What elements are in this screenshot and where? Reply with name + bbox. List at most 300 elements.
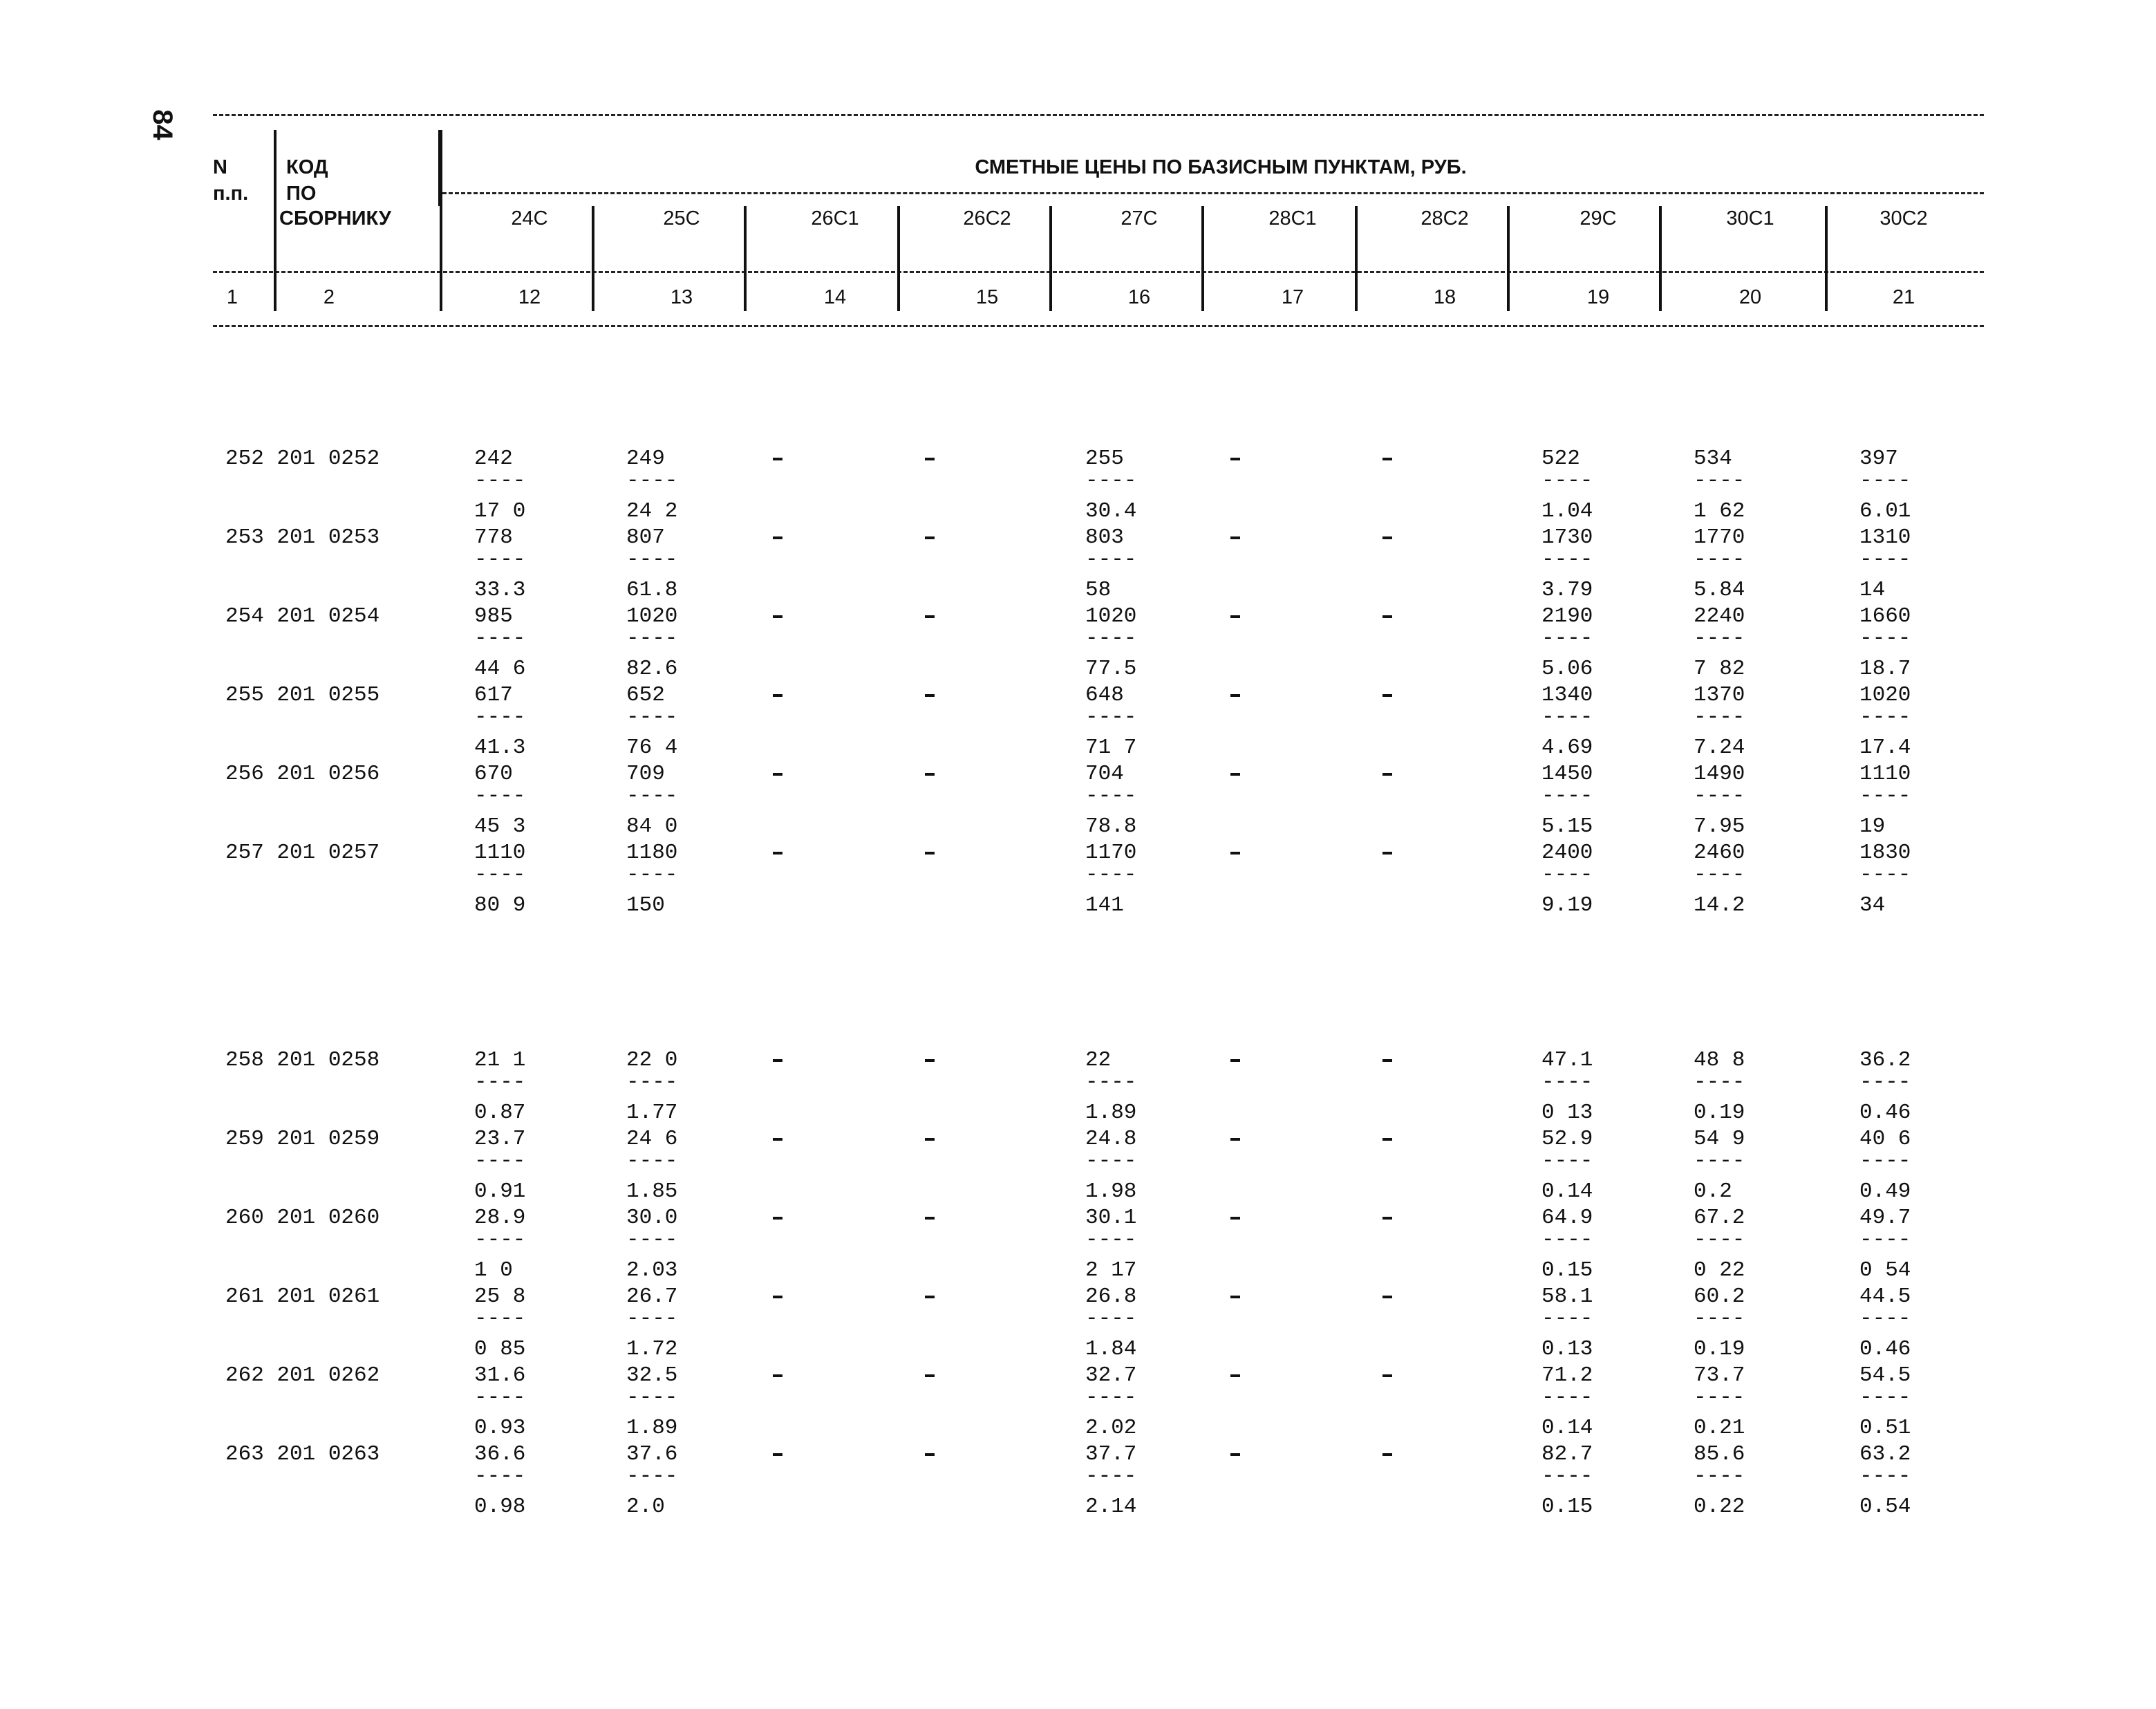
price-value: 1020 bbox=[1859, 683, 1911, 707]
dash-cell bbox=[1230, 1453, 1240, 1456]
price-lower-value: 2.02 bbox=[1085, 1416, 1137, 1440]
price-lower-value: 1.72 bbox=[626, 1337, 678, 1361]
price-value: 71.2 bbox=[1541, 1363, 1593, 1388]
price-lower-value: 0 85 bbox=[474, 1337, 526, 1361]
price-lower-value: 0.51 bbox=[1859, 1416, 1911, 1440]
header-column-divider bbox=[1201, 206, 1204, 311]
dash-cell bbox=[1382, 1217, 1392, 1220]
header-col-number-17: 17 bbox=[1281, 286, 1304, 308]
price-lower-value: 24 2 bbox=[626, 499, 678, 523]
price-lower-value: 3.79 bbox=[1541, 578, 1593, 602]
fraction-bar: ---- bbox=[1694, 1149, 1745, 1173]
dash-cell bbox=[773, 1059, 782, 1062]
price-lower-value: 18.7 bbox=[1859, 657, 1911, 681]
dash-cell bbox=[925, 1374, 935, 1377]
fraction-bar: ---- bbox=[1859, 863, 1911, 887]
header-column-divider bbox=[1825, 206, 1828, 311]
price-lower-value: 5.06 bbox=[1541, 657, 1593, 681]
fraction-bar: ---- bbox=[1694, 1385, 1745, 1410]
fraction-bar: ---- bbox=[626, 1307, 678, 1331]
price-lower-value: 0.93 bbox=[474, 1416, 526, 1440]
price-lower-value: 1.04 bbox=[1541, 499, 1593, 523]
fraction-bar: ---- bbox=[1541, 1149, 1593, 1173]
price-value: 1170 bbox=[1085, 841, 1137, 865]
price-value: 26.7 bbox=[626, 1285, 678, 1309]
dash-cell bbox=[925, 773, 935, 776]
header-column-divider bbox=[274, 130, 276, 311]
price-lower-value: 0.22 bbox=[1694, 1495, 1745, 1519]
header-col-number-14: 14 bbox=[823, 286, 847, 308]
fraction-bar: ---- bbox=[1085, 1070, 1137, 1094]
price-value: 1490 bbox=[1694, 762, 1745, 786]
price-value: 652 bbox=[626, 683, 665, 707]
price-value: 63.2 bbox=[1859, 1442, 1911, 1466]
price-value: 1370 bbox=[1694, 683, 1745, 707]
price-value: 1020 bbox=[626, 604, 678, 628]
dash-cell bbox=[1230, 694, 1240, 697]
row-code: 259 201 0259 bbox=[225, 1127, 380, 1151]
header-col-number-15: 15 bbox=[975, 286, 999, 308]
price-value: 44.5 bbox=[1859, 1285, 1911, 1309]
dash-cell bbox=[925, 1138, 935, 1141]
price-lower-value: 17 0 bbox=[474, 499, 526, 523]
fraction-bar: ---- bbox=[474, 1385, 526, 1410]
fraction-bar: ---- bbox=[1085, 626, 1137, 651]
price-lower-value: 0.54 bbox=[1859, 1495, 1911, 1519]
fraction-bar: ---- bbox=[474, 1307, 526, 1331]
header-title-rule bbox=[442, 192, 1984, 194]
dash-cell bbox=[773, 1453, 782, 1456]
price-lower-value: 2.14 bbox=[1085, 1495, 1137, 1519]
price-lower-value: 150 bbox=[626, 893, 665, 917]
price-value: 1830 bbox=[1859, 841, 1911, 865]
price-value: 534 bbox=[1694, 447, 1732, 471]
dash-cell bbox=[925, 1296, 935, 1298]
fraction-bar: ---- bbox=[1694, 1228, 1745, 1252]
dash-cell bbox=[773, 694, 782, 697]
price-lower-value: 2.0 bbox=[626, 1495, 665, 1519]
fraction-bar: ---- bbox=[626, 1385, 678, 1410]
header-title: СМЕТНЫЕ ЦЕНЫ ПО БАЗИСНЫМ ПУНКТАМ, РУБ. bbox=[975, 156, 1467, 178]
price-lower-value: 0.46 bbox=[1859, 1101, 1911, 1125]
price-lower-value: 34 bbox=[1859, 893, 1886, 917]
price-lower-value: 84 0 bbox=[626, 814, 678, 839]
fraction-bar: ---- bbox=[474, 705, 526, 729]
fraction-bar: ---- bbox=[1694, 626, 1745, 651]
fraction-bar: ---- bbox=[1541, 1464, 1593, 1488]
price-lower-value: 0.46 bbox=[1859, 1337, 1911, 1361]
fraction-bar: ---- bbox=[474, 1149, 526, 1173]
dash-cell bbox=[1382, 1374, 1392, 1377]
fraction-bar: ---- bbox=[1859, 784, 1911, 808]
dash-cell bbox=[773, 458, 782, 460]
row-code: 257 201 0257 bbox=[225, 841, 380, 865]
price-lower-value: 0.19 bbox=[1694, 1101, 1745, 1125]
fraction-bar: ---- bbox=[1859, 1464, 1911, 1488]
dash-cell bbox=[925, 1059, 935, 1062]
fraction-bar: ---- bbox=[626, 705, 678, 729]
price-lower-value: 0.21 bbox=[1694, 1416, 1745, 1440]
price-value: 803 bbox=[1085, 525, 1124, 550]
price-lower-value: 17.4 bbox=[1859, 736, 1911, 760]
price-value: 25 8 bbox=[474, 1285, 526, 1309]
fraction-bar: ---- bbox=[1859, 548, 1911, 572]
fraction-bar: ---- bbox=[1085, 548, 1137, 572]
header-col2-line3: СБОРНИКУ bbox=[279, 207, 391, 230]
price-lower-value: 76 4 bbox=[626, 736, 678, 760]
price-value: 1020 bbox=[1085, 604, 1137, 628]
price-value: 30.0 bbox=[626, 1206, 678, 1230]
fraction-bar: ---- bbox=[1541, 1228, 1593, 1252]
header-col-number-12: 12 bbox=[518, 286, 541, 308]
price-lower-value: 1 62 bbox=[1694, 499, 1745, 523]
page-number: 84 bbox=[147, 109, 178, 140]
price-lower-value: 58 bbox=[1085, 578, 1112, 602]
header-point-7: 28С2 bbox=[1421, 207, 1469, 230]
header-column-divider bbox=[897, 206, 900, 311]
dash-cell bbox=[773, 852, 782, 854]
price-lower-value: 14.2 bbox=[1694, 893, 1745, 917]
header-point-4: 26С2 bbox=[963, 207, 1011, 230]
dash-cell bbox=[925, 852, 935, 854]
fraction-bar: ---- bbox=[1085, 784, 1137, 808]
dash-cell bbox=[1230, 536, 1240, 539]
fraction-bar: ---- bbox=[626, 469, 678, 493]
price-lower-value: 5.84 bbox=[1694, 578, 1745, 602]
price-value: 2190 bbox=[1541, 604, 1593, 628]
header-point-5: 27С bbox=[1121, 207, 1158, 230]
fraction-bar: ---- bbox=[626, 626, 678, 651]
header-col2-line1: КОД bbox=[286, 156, 328, 178]
price-value: 67.2 bbox=[1694, 1206, 1745, 1230]
header-col-number-13: 13 bbox=[670, 286, 693, 308]
fraction-bar: ---- bbox=[626, 1070, 678, 1094]
price-lower-value: 2.03 bbox=[626, 1258, 678, 1282]
header-col-number-2: 2 bbox=[323, 286, 335, 308]
price-value: 58.1 bbox=[1541, 1285, 1593, 1309]
row-code: 253 201 0253 bbox=[225, 525, 380, 550]
fraction-bar: ---- bbox=[1859, 626, 1911, 651]
row-code: 252 201 0252 bbox=[225, 447, 380, 471]
price-value: 2460 bbox=[1694, 841, 1745, 865]
price-value: 54.5 bbox=[1859, 1363, 1911, 1388]
price-lower-value: 5.15 bbox=[1541, 814, 1593, 839]
fraction-bar: ---- bbox=[474, 863, 526, 887]
fraction-bar: ---- bbox=[1694, 548, 1745, 572]
fraction-bar: ---- bbox=[1085, 705, 1137, 729]
dash-cell bbox=[925, 1453, 935, 1456]
header-col-number-19: 19 bbox=[1586, 286, 1610, 308]
price-value: 778 bbox=[474, 525, 513, 550]
dash-cell bbox=[1230, 458, 1240, 460]
price-lower-value: 61.8 bbox=[626, 578, 678, 602]
fraction-bar: ---- bbox=[474, 469, 526, 493]
fraction-bar: ---- bbox=[626, 1149, 678, 1173]
fraction-bar: ---- bbox=[1541, 1385, 1593, 1410]
price-value: 37.7 bbox=[1085, 1442, 1137, 1466]
fraction-bar: ---- bbox=[1541, 1070, 1593, 1094]
fraction-bar: ---- bbox=[1541, 548, 1593, 572]
price-value: 249 bbox=[626, 447, 665, 471]
price-lower-value: 1.89 bbox=[1085, 1101, 1137, 1125]
header-col-number-20: 20 bbox=[1738, 286, 1762, 308]
price-value: 36.6 bbox=[474, 1442, 526, 1466]
price-value: 60.2 bbox=[1694, 1285, 1745, 1309]
dash-cell bbox=[773, 1217, 782, 1220]
fraction-bar: ---- bbox=[1085, 1464, 1137, 1488]
dash-cell bbox=[1382, 1296, 1392, 1298]
price-value: 2240 bbox=[1694, 604, 1745, 628]
price-value: 22 bbox=[1085, 1048, 1112, 1072]
header-top-rule bbox=[213, 114, 1984, 116]
price-lower-value: 77.5 bbox=[1085, 657, 1137, 681]
price-value: 985 bbox=[474, 604, 513, 628]
fraction-bar: ---- bbox=[474, 1070, 526, 1094]
fraction-bar: ---- bbox=[1541, 863, 1593, 887]
header-point-2: 25С bbox=[663, 207, 700, 230]
dash-cell bbox=[1382, 615, 1392, 618]
price-lower-value: 1.84 bbox=[1085, 1337, 1137, 1361]
price-value: 21 1 bbox=[474, 1048, 526, 1072]
price-value: 49.7 bbox=[1859, 1206, 1911, 1230]
price-value: 32.7 bbox=[1085, 1363, 1137, 1388]
fraction-bar: ---- bbox=[474, 1464, 526, 1488]
price-value: 36.2 bbox=[1859, 1048, 1911, 1072]
dash-cell bbox=[1382, 1059, 1392, 1062]
price-value: 1730 bbox=[1541, 525, 1593, 550]
price-value: 24 6 bbox=[626, 1127, 678, 1151]
dash-cell bbox=[773, 1296, 782, 1298]
fraction-bar: ---- bbox=[1541, 1307, 1593, 1331]
price-value: 1310 bbox=[1859, 525, 1911, 550]
header-point-1: 24С bbox=[511, 207, 548, 230]
price-lower-value: 45 3 bbox=[474, 814, 526, 839]
fraction-bar: ---- bbox=[626, 784, 678, 808]
header-point-3: 26С1 bbox=[811, 207, 859, 230]
row-code: 262 201 0262 bbox=[225, 1363, 380, 1388]
price-lower-value: 7 82 bbox=[1694, 657, 1745, 681]
dash-cell bbox=[1382, 458, 1392, 460]
dash-cell bbox=[1382, 1453, 1392, 1456]
fraction-bar: ---- bbox=[1859, 1307, 1911, 1331]
price-value: 82.7 bbox=[1541, 1442, 1593, 1466]
header-col-number-1: 1 bbox=[226, 286, 238, 308]
price-value: 37.6 bbox=[626, 1442, 678, 1466]
price-lower-value: 30.4 bbox=[1085, 499, 1137, 523]
price-lower-value: 0 22 bbox=[1694, 1258, 1745, 1282]
header-mid-rule bbox=[213, 271, 1984, 273]
price-lower-value: 78.8 bbox=[1085, 814, 1137, 839]
header-point-9: 30С1 bbox=[1726, 207, 1774, 230]
dash-cell bbox=[1230, 852, 1240, 854]
price-value: 85.6 bbox=[1694, 1442, 1745, 1466]
fraction-bar: ---- bbox=[1694, 1070, 1745, 1094]
price-value: 64.9 bbox=[1541, 1206, 1593, 1230]
price-lower-value: 1.98 bbox=[1085, 1179, 1137, 1204]
header-column-divider bbox=[438, 130, 441, 206]
fraction-bar: ---- bbox=[474, 1228, 526, 1252]
price-lower-value: 0.49 bbox=[1859, 1179, 1911, 1204]
price-value: 23.7 bbox=[474, 1127, 526, 1151]
price-value: 73.7 bbox=[1694, 1363, 1745, 1388]
dash-cell bbox=[925, 615, 935, 618]
dash-cell bbox=[1230, 1059, 1240, 1062]
price-value: 397 bbox=[1859, 447, 1898, 471]
price-lower-value: 0.14 bbox=[1541, 1416, 1593, 1440]
fraction-bar: ---- bbox=[1859, 469, 1911, 493]
price-value: 40 6 bbox=[1859, 1127, 1911, 1151]
fraction-bar: ---- bbox=[1694, 1464, 1745, 1488]
header-column-divider bbox=[744, 206, 747, 311]
dash-cell bbox=[925, 458, 935, 460]
fraction-bar: ---- bbox=[1859, 1070, 1911, 1094]
fraction-bar: ---- bbox=[1085, 1228, 1137, 1252]
dash-cell bbox=[1230, 1138, 1240, 1141]
fraction-bar: ---- bbox=[1085, 1149, 1137, 1173]
header-column-divider bbox=[1049, 206, 1052, 311]
price-value: 28.9 bbox=[474, 1206, 526, 1230]
dash-cell bbox=[773, 536, 782, 539]
price-lower-value: 7.24 bbox=[1694, 736, 1745, 760]
row-code: 263 201 0263 bbox=[225, 1442, 380, 1466]
header-col-number-18: 18 bbox=[1433, 286, 1456, 308]
price-value: 648 bbox=[1085, 683, 1124, 707]
price-lower-value: 2 17 bbox=[1085, 1258, 1137, 1282]
price-lower-value: 1.85 bbox=[626, 1179, 678, 1204]
fraction-bar: ---- bbox=[1694, 784, 1745, 808]
header-column-divider bbox=[1355, 206, 1358, 311]
price-lower-value: 7.95 bbox=[1694, 814, 1745, 839]
header-col-number-16: 16 bbox=[1127, 286, 1151, 308]
price-lower-value: 19 bbox=[1859, 814, 1886, 839]
fraction-bar: ---- bbox=[1085, 469, 1137, 493]
price-lower-value: 82.6 bbox=[626, 657, 678, 681]
fraction-bar: ---- bbox=[1541, 784, 1593, 808]
price-lower-value: 0.2 bbox=[1694, 1179, 1732, 1204]
dash-cell bbox=[773, 1138, 782, 1141]
price-value: 54 9 bbox=[1694, 1127, 1745, 1151]
fraction-bar: ---- bbox=[474, 626, 526, 651]
price-value: 522 bbox=[1541, 447, 1580, 471]
row-code: 258 201 0258 bbox=[225, 1048, 380, 1072]
fraction-bar: ---- bbox=[1085, 1385, 1137, 1410]
price-lower-value: 80 9 bbox=[474, 893, 526, 917]
price-value: 1180 bbox=[626, 841, 678, 865]
header-col-number-21: 21 bbox=[1892, 286, 1915, 308]
price-lower-value: 14 bbox=[1859, 578, 1886, 602]
price-lower-value: 0.91 bbox=[474, 1179, 526, 1204]
header-point-8: 29С bbox=[1579, 207, 1617, 230]
fraction-bar: ---- bbox=[626, 1228, 678, 1252]
price-lower-value: 41.3 bbox=[474, 736, 526, 760]
price-value: 52.9 bbox=[1541, 1127, 1593, 1151]
price-value: 1450 bbox=[1541, 762, 1593, 786]
price-lower-value: 0.14 bbox=[1541, 1179, 1593, 1204]
price-value: 709 bbox=[626, 762, 665, 786]
price-value: 22 0 bbox=[626, 1048, 678, 1072]
dash-cell bbox=[1230, 773, 1240, 776]
fraction-bar: ---- bbox=[626, 863, 678, 887]
price-lower-value: 0.19 bbox=[1694, 1337, 1745, 1361]
price-lower-value: 0 54 bbox=[1859, 1258, 1911, 1282]
fraction-bar: ---- bbox=[1859, 1385, 1911, 1410]
price-value: 242 bbox=[474, 447, 513, 471]
price-lower-value: 1.77 bbox=[626, 1101, 678, 1125]
price-value: 24.8 bbox=[1085, 1127, 1137, 1151]
dash-cell bbox=[1230, 615, 1240, 618]
dash-cell bbox=[1230, 1296, 1240, 1298]
dash-cell bbox=[773, 615, 782, 618]
header-column-divider bbox=[1507, 206, 1510, 311]
fraction-bar: ---- bbox=[1694, 705, 1745, 729]
price-lower-value: 1.89 bbox=[626, 1416, 678, 1440]
price-value: 704 bbox=[1085, 762, 1124, 786]
price-lower-value: 0.15 bbox=[1541, 1258, 1593, 1282]
price-value: 30.1 bbox=[1085, 1206, 1137, 1230]
price-lower-value: 33.3 bbox=[474, 578, 526, 602]
fraction-bar: ---- bbox=[1541, 469, 1593, 493]
price-value: 807 bbox=[626, 525, 665, 550]
row-code: 261 201 0261 bbox=[225, 1285, 380, 1309]
header-bottom-rule bbox=[213, 325, 1984, 327]
price-value: 617 bbox=[474, 683, 513, 707]
price-lower-value: 9.19 bbox=[1541, 893, 1593, 917]
fraction-bar: ---- bbox=[1694, 469, 1745, 493]
price-value: 1770 bbox=[1694, 525, 1745, 550]
price-value: 1110 bbox=[474, 841, 526, 865]
dash-cell bbox=[925, 536, 935, 539]
fraction-bar: ---- bbox=[1085, 863, 1137, 887]
header-column-divider bbox=[592, 206, 594, 311]
price-value: 1660 bbox=[1859, 604, 1911, 628]
fraction-bar: ---- bbox=[626, 548, 678, 572]
price-value: 1110 bbox=[1859, 762, 1911, 786]
dash-cell bbox=[1382, 536, 1392, 539]
row-code: 254 201 0254 bbox=[225, 604, 380, 628]
header-point-10: 30С2 bbox=[1880, 207, 1928, 230]
price-value: 47.1 bbox=[1541, 1048, 1593, 1072]
dash-cell bbox=[1382, 773, 1392, 776]
dash-cell bbox=[1382, 852, 1392, 854]
fraction-bar: ---- bbox=[1859, 1228, 1911, 1252]
fraction-bar: ---- bbox=[626, 1464, 678, 1488]
price-lower-value: 71 7 bbox=[1085, 736, 1137, 760]
price-lower-value: 6.01 bbox=[1859, 499, 1911, 523]
price-lower-value: 0 13 bbox=[1541, 1101, 1593, 1125]
price-value: 670 bbox=[474, 762, 513, 786]
price-lower-value: 4.69 bbox=[1541, 736, 1593, 760]
dash-cell bbox=[773, 1374, 782, 1377]
row-code: 260 201 0260 bbox=[225, 1206, 380, 1230]
fraction-bar: ---- bbox=[474, 548, 526, 572]
dash-cell bbox=[1382, 694, 1392, 697]
price-lower-value: 141 bbox=[1085, 893, 1124, 917]
price-lower-value: 1 0 bbox=[474, 1258, 513, 1282]
price-value: 1340 bbox=[1541, 683, 1593, 707]
price-lower-value: 0.87 bbox=[474, 1101, 526, 1125]
fraction-bar: ---- bbox=[1859, 1149, 1911, 1173]
price-value: 255 bbox=[1085, 447, 1124, 471]
price-value: 26.8 bbox=[1085, 1285, 1137, 1309]
header-column-divider bbox=[1659, 206, 1662, 311]
price-value: 2400 bbox=[1541, 841, 1593, 865]
dash-cell bbox=[1230, 1217, 1240, 1220]
price-value: 31.6 bbox=[474, 1363, 526, 1388]
fraction-bar: ---- bbox=[1541, 626, 1593, 651]
header-col1-line2: п.п. bbox=[213, 183, 249, 205]
dash-cell bbox=[1382, 1138, 1392, 1141]
fraction-bar: ---- bbox=[474, 784, 526, 808]
